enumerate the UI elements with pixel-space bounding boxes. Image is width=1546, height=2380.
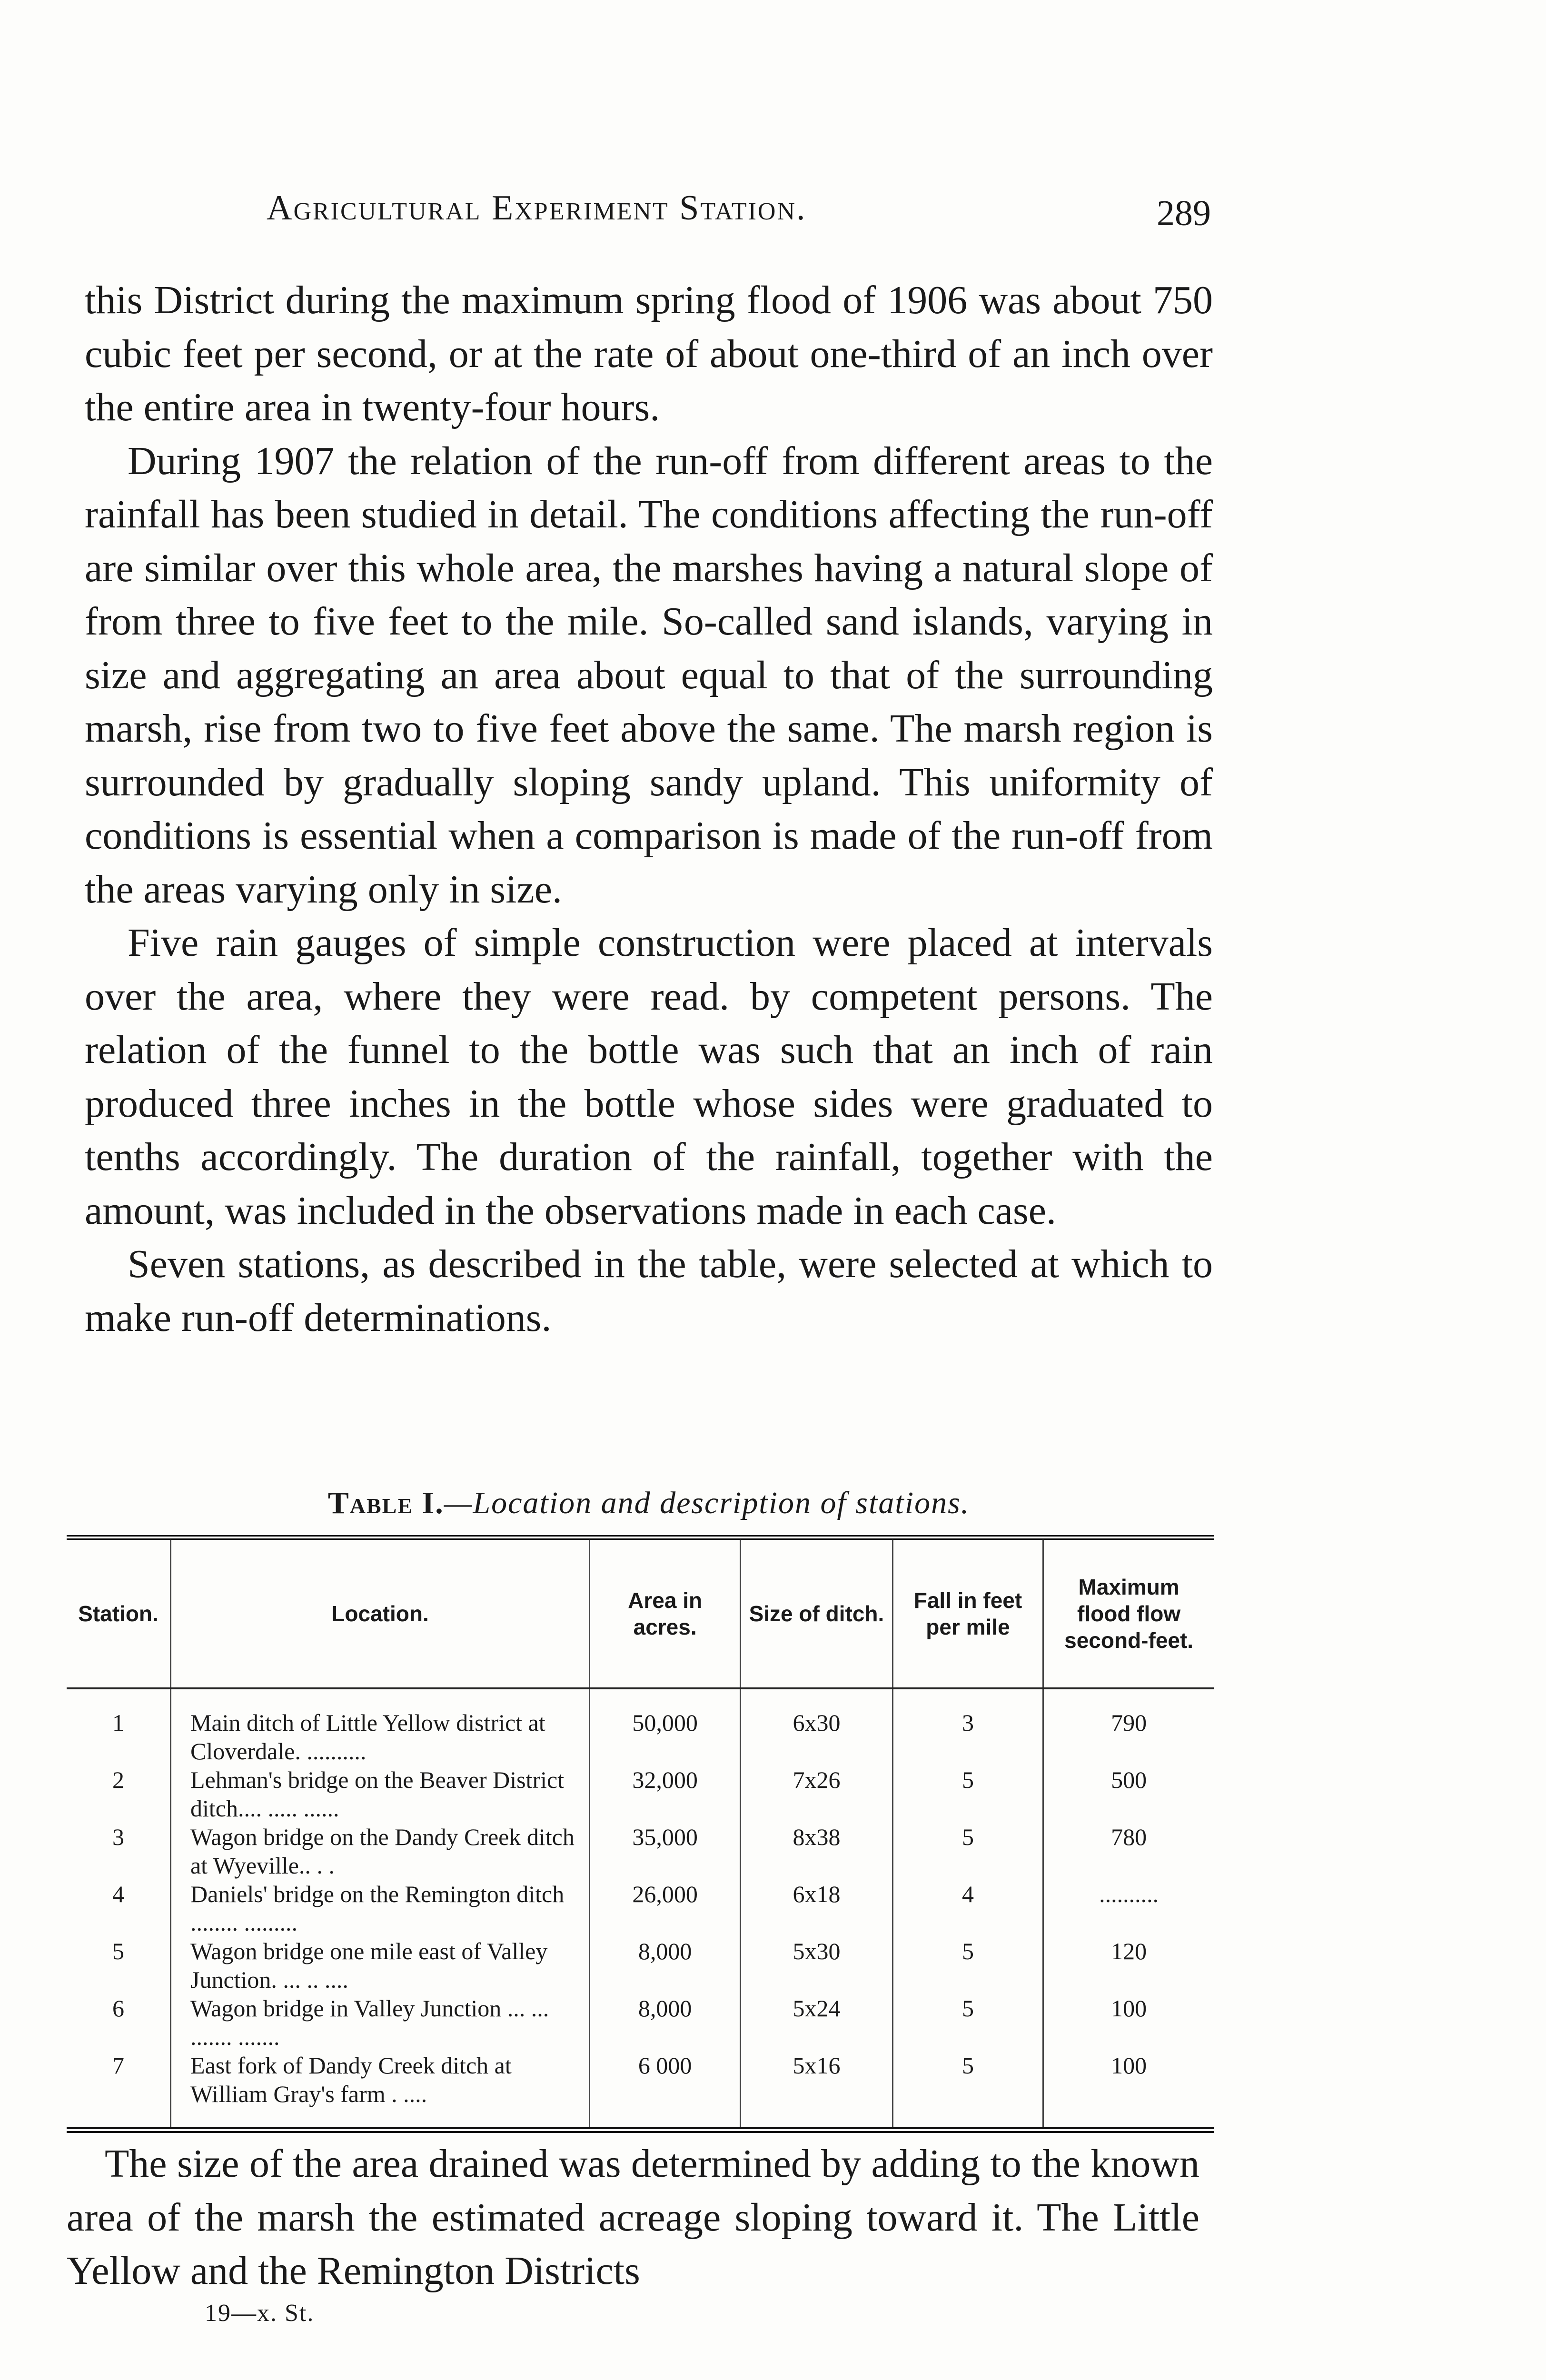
paragraph-4: Seven stations, as described in the table, were selected at which to make run-off determinations. — [85, 1242, 1213, 1340]
cell-area: 50,000 — [590, 1688, 741, 1765]
cell-station: 4 — [67, 1880, 170, 1937]
signature-mark: 19—x. St. — [205, 2300, 315, 2327]
cell-station: 7 — [67, 2051, 170, 2130]
cell-location: East fork of Dandy Creek ditch at William Gray's farm . .... — [170, 2051, 589, 2130]
cell-station: 3 — [67, 1823, 170, 1880]
cell-ditch: 7x26 — [741, 1765, 892, 1823]
cell-location: Lehman's bridge on the Beaver District ditch.... ..... ...... — [170, 1765, 589, 1823]
table-row — [67, 1688, 1214, 1765]
cell-flow: .......... — [1099, 1881, 1159, 1907]
cell-area: 32,000 — [590, 1765, 741, 1823]
cell-flow: 120 — [1111, 1938, 1147, 1964]
table-caption — [85, 1485, 1213, 1521]
table-row — [67, 1937, 1214, 1994]
cell-ditch: 5x30 — [741, 1937, 892, 1994]
paragraph-1: this District during the maximum spring flood of 1906 was about 750 cubic feet per second, or at the rate of about one-third of an inch over the entire area in twenty-four hours. — [85, 278, 1213, 429]
table-body — [67, 1688, 1214, 2130]
cell-location: Wagon bridge in Valley Junction ... ... ....... ....... — [170, 1994, 589, 2051]
cell-station: 5 — [67, 1937, 170, 1994]
stations-table-wrap — [67, 1535, 1214, 2106]
stations-table — [67, 1535, 1214, 2133]
cell-flow: 790 — [1111, 1709, 1147, 1736]
header-location: Location. — [170, 1537, 589, 1688]
header-station: Station. — [67, 1537, 170, 1688]
cell-flow: 100 — [1043, 2051, 1214, 2130]
cell-ditch: 8x38 — [741, 1823, 892, 1880]
cell-location: Main ditch of Little Yellow district at Cloverdale. .......... — [170, 1688, 589, 1765]
cell-fall: 5 — [892, 1765, 1043, 1823]
table-row — [67, 2051, 1214, 2130]
cell-flow: 100 — [1111, 1995, 1147, 2022]
cell-location: Daniels' bridge on the Remington ditch ........ ......... — [170, 1880, 589, 1937]
cell-station: 1 — [67, 1688, 170, 1765]
table-row — [67, 1765, 1214, 1823]
cell-flow: 500 — [1111, 1766, 1147, 1793]
cell-station: 2 — [67, 1765, 170, 1823]
cell-fall: 5 — [892, 2051, 1043, 2130]
cell-area: 35,000 — [590, 1823, 741, 1880]
header-ditch-size: Size of ditch. — [741, 1537, 892, 1688]
cell-location: Wagon bridge on the Dandy Creek ditch at Wyeville.. . . — [170, 1823, 589, 1880]
table-caption-label: Table I. — [327, 1486, 444, 1520]
after-table-text — [67, 2137, 1199, 2298]
paragraph-3: Five rain gauges of simple construction were placed at intervals over the area, where they were read. by competent persons. The relation of the funnel to the bottle was such that an inch of rain produced three inches in the bottle whose sides were graduated to tenths accordingly. The duration of the rainfall, together with the amount, was included in the observations made in each case. — [85, 921, 1213, 1233]
cell-fall: 3 — [892, 1688, 1043, 1765]
table-row — [67, 1823, 1214, 1880]
header-area: Area in acres. — [590, 1537, 741, 1688]
cell-fall: 5 — [892, 1937, 1043, 1994]
cell-location: Wagon bridge one mile east of Valley Junction. ... .. .... — [170, 1937, 589, 1994]
cell-ditch: 5x24 — [741, 1994, 892, 2051]
page-number: 289 — [1157, 193, 1211, 233]
cell-area: 26,000 — [590, 1880, 741, 1937]
cell-area: 8,000 — [590, 1994, 741, 2051]
cell-area: 6 000 — [590, 2051, 741, 2130]
cell-flow: 780 — [1111, 1824, 1147, 1850]
table-header-row — [67, 1537, 1214, 1688]
running-head: Agricultural Experiment Station. — [267, 188, 807, 228]
cell-fall: 5 — [892, 1994, 1043, 2051]
header-flood-flow: Maximum flood flow second-feet. — [1043, 1537, 1214, 1688]
body-text — [85, 274, 1213, 1345]
cell-ditch: 6x30 — [741, 1688, 892, 1765]
cell-fall: 5 — [892, 1823, 1043, 1880]
cell-ditch: 6x18 — [741, 1880, 892, 1937]
cell-ditch: 5x16 — [741, 2051, 892, 2130]
table-row — [67, 1880, 1214, 1937]
cell-area: 8,000 — [590, 1937, 741, 1994]
paragraph-5: The size of the area drained was determined by adding to the known area of the marsh the estimated acreage sloping toward it. The Little Yellow and the Remington Districts — [67, 2142, 1199, 2293]
table-caption-title: —Location and description of stations. — [444, 1486, 970, 1520]
header-fall: Fall in feet per mile — [892, 1537, 1043, 1688]
cell-fall: 4 — [892, 1880, 1043, 1937]
cell-station: 6 — [67, 1994, 170, 2051]
table-row — [67, 1994, 1214, 2051]
paragraph-2: During 1907 the relation of the run-off from different areas to the rainfall has been studied in detail. The conditions affecting the run-off are similar over this whole area, the marshes having a natural slope of from three to five feet to the mile. So-called sand islands, varying in size and aggregating an area about equal to that of the surrounding marsh, rise from two to five feet above the same. The marsh region is surrounded by gradually sloping sandy upland. This uniformity of conditions is essential when a comparison is made of the run-off from the areas varying only in size. — [85, 438, 1213, 912]
